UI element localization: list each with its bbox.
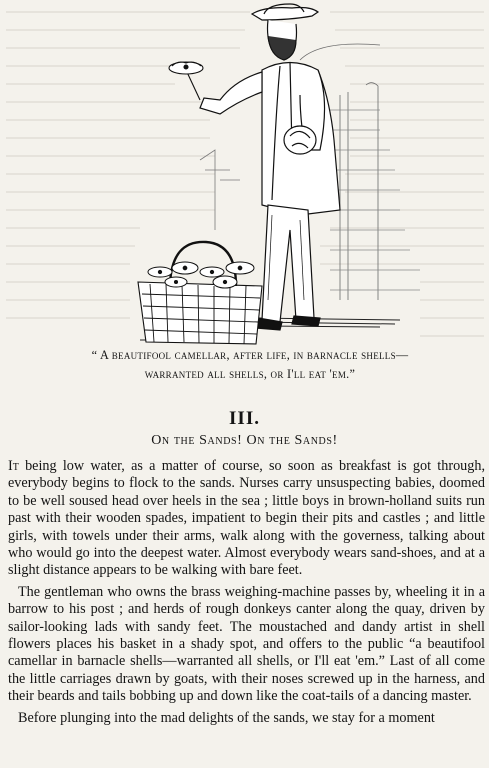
paragraph-lead-word: It — [8, 458, 19, 474]
shell-flower-in-hand — [169, 62, 203, 100]
body-text — [8, 458, 485, 731]
caption-line-2: warranted all shells, or I'll eat 'em.” — [144, 367, 356, 381]
shell-flower-basket — [138, 242, 262, 344]
paragraph-2: The gentleman who owns the brass weighing-machine passes by, wheeling it in a barrow to his post ; and herds of rough donkeys canter along the quay, driven by sailor-looking lads with sandy feet. The moustached and dandy artist in shell flowers places his basket in a shady spot, and offers to the public “a beautifool camellar in barnacle shells—warranted all shells, or I'll eat 'em.” Last of all come the little carriages drawn by goats, with their noses screwed up in the harness, and their beards and tails bobbing up and down like the coat-tails of a dancing master. — [8, 583, 485, 705]
engraving-illustration — [0, 0, 489, 348]
illustration-caption — [20, 346, 480, 384]
paragraph-1-text: being low water, as a matter of course, so soon as breakfast is got through, everybody begins to flock to the sands. Nurses carry unsuspecting babies, doomed to be well soused head over heels in the sea ; little boys in brown-holland suits run past with their wooden spades, impatient to begin their pits and castles ; and little girls, with towels under their arms, walk along with the governess, talking about who would go into the deepest water. Almost everybody wears sand-shoes, and at a slight distance appears to be walking with bare feet. — [8, 458, 485, 579]
paragraph-1 — [8, 458, 485, 580]
chapter-number: III. — [229, 408, 260, 429]
caption-line-1: “ A beautifool camellar, after life, in barnacle shells— — [91, 348, 409, 362]
chapter-title: On the Sands! On the Sands! — [151, 433, 338, 448]
paragraph-3: Before plunging into the mad delights of the sands, we stay for a moment — [18, 709, 435, 726]
